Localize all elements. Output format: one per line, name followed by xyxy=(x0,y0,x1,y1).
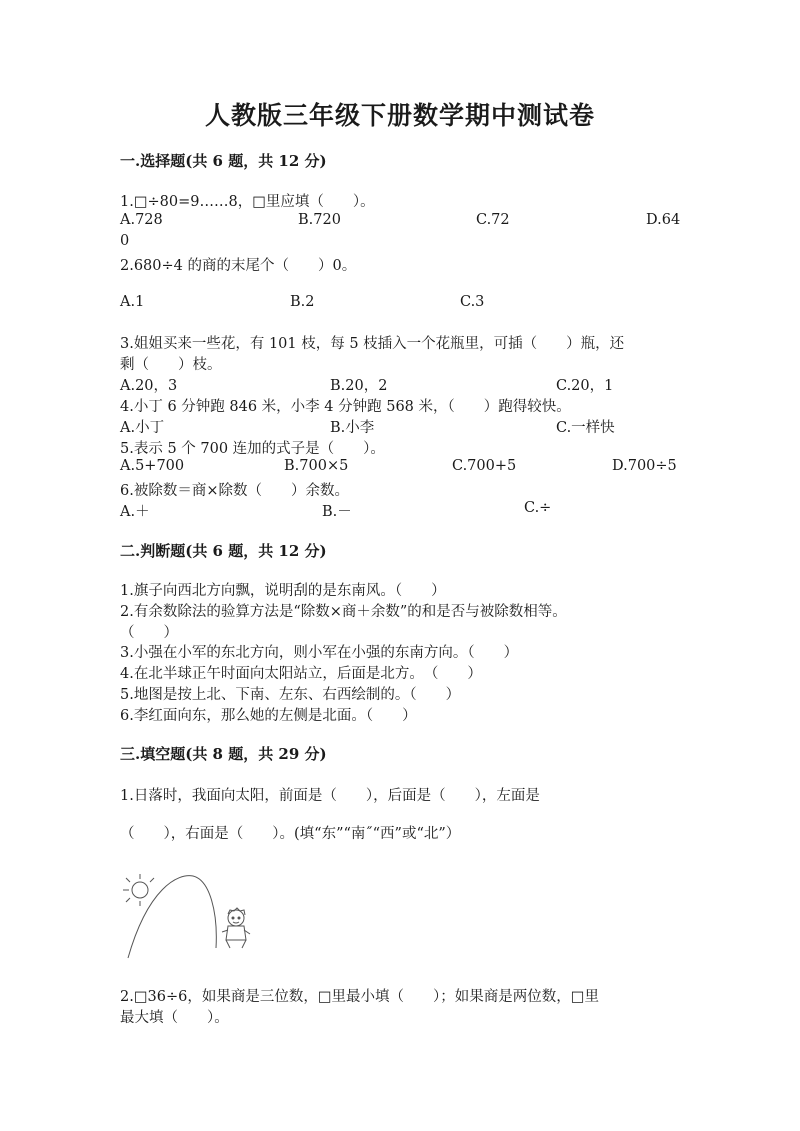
judge-question: 1.旗子向西北方向飘，说明刮的是东南风。（ ） xyxy=(120,583,446,599)
option-c: C.3 xyxy=(460,294,485,310)
question-stem: 2.680÷4 的商的末尾个（ ）0。 xyxy=(120,258,357,274)
option-c: C.一样快 xyxy=(556,420,615,436)
option-c: C.700+5 xyxy=(452,458,517,474)
section-heading-judge: 二.判断题(共 6 题，共 12 分) xyxy=(120,542,327,560)
option-b: B.2 xyxy=(290,294,315,310)
question-stem: 4.小丁 6 分钟跑 846 米，小李 4 分钟跑 568 米，（ ）跑得较快。 xyxy=(120,399,571,415)
judge-question: 3.小强在小军的东北方向，则小军在小强的东南方向。（ ） xyxy=(120,645,519,661)
fill-question-wrap: 最大填（ ）。 xyxy=(120,1010,229,1026)
option-c: C.20，1 xyxy=(556,378,614,394)
judge-question: 6.李红面向东，那么她的左侧是北面。（ ） xyxy=(120,708,417,724)
section-heading-choice: 一.选择题(共 6 题，共 12 分) xyxy=(120,152,327,170)
judge-question: 2.有余数除法的验算方法是“除数×商＋余数”的和是否与被除数相等。 xyxy=(120,604,567,620)
question-stem: 5.表示 5 个 700 连加的式子是（ ）。 xyxy=(120,441,385,457)
judge-question: 4.在北半球正午时面向太阳站立，后面是北方。 （ ） xyxy=(120,666,482,682)
fill-question: 2.□36÷6，如果商是三位数，□里最小填（ ）；如果商是两位数，□里 xyxy=(120,989,600,1005)
judge-question-wrap: （ ） xyxy=(120,625,178,641)
option-b: B.700×5 xyxy=(284,458,349,474)
option-b: B.小李 xyxy=(330,420,375,436)
option-b: B.720 xyxy=(298,212,341,228)
option-a: A.5+700 xyxy=(120,458,185,474)
judge-question: 5.地图是按上北、下南、左东、右西绘制的。（ ） xyxy=(120,687,461,703)
option-d-wrap: 0 xyxy=(120,233,130,249)
option-d: D.700÷5 xyxy=(612,458,677,474)
question-stem: 6.被除数＝商×除数（ ）余数。 xyxy=(120,483,349,499)
option-a: A.20，3 xyxy=(120,378,178,394)
option-b: B.－ xyxy=(322,504,352,520)
option-d: D.64 xyxy=(646,212,681,228)
fill-question: 1.日落时，我面向太阳，前面是（ ），后面是（ ），左面是 xyxy=(120,788,540,804)
option-a: A.小丁 xyxy=(120,420,165,436)
option-a: A.＋ xyxy=(120,504,150,520)
section-heading-fill: 三.填空题(共 8 题，共 29 分) xyxy=(120,745,327,763)
option-c: C.÷ xyxy=(524,500,552,516)
question-stem-wrap: 剩（ ）枝。 xyxy=(120,357,222,373)
option-b: B.20，2 xyxy=(330,378,388,394)
sunset-boy-illustration xyxy=(118,868,258,968)
question-stem: 1.□÷80=9……8，□里应填（ ）。 xyxy=(120,194,375,210)
question-stem: 3.姐姐买来一些花，有 101 枝，每 5 枝插入一个花瓶里，可插（ ）瓶，还 xyxy=(120,336,625,352)
fill-question-wrap: （ ），右面是（ ）。(填“东”“南˝“西”或“北”） xyxy=(120,826,461,842)
option-a: A.1 xyxy=(120,294,145,310)
option-c: C.72 xyxy=(476,212,510,228)
page-title: 人教版三年级下册数学期中测试卷 xyxy=(204,101,595,130)
option-a: A.728 xyxy=(120,212,163,228)
